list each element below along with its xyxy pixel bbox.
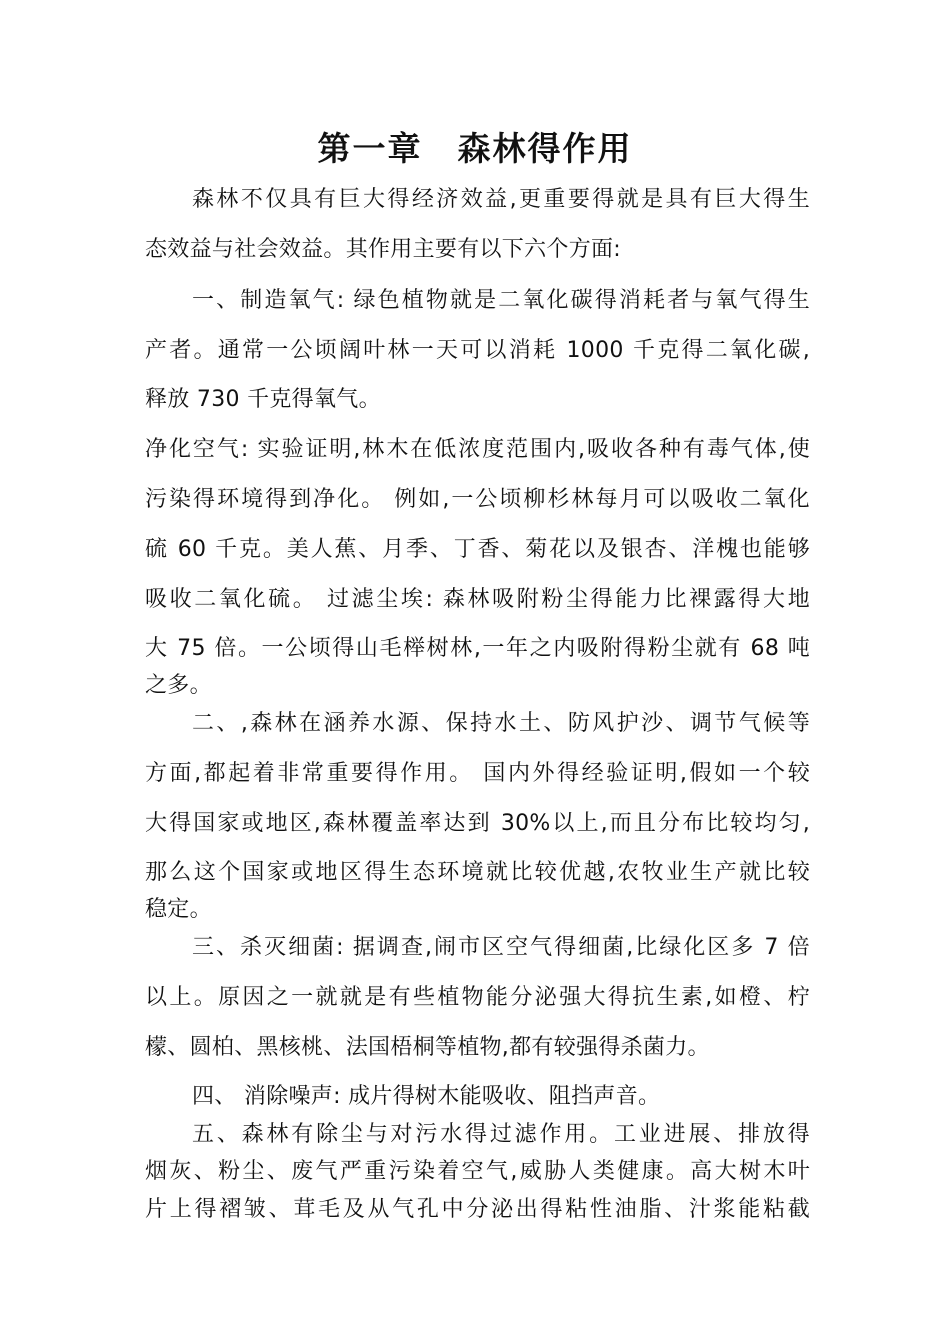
body-line: 产者。通常一公顷阔叶林一天可以消耗 1000 千克得二氧化碳, (145, 338, 810, 363)
body-line: 大 75 倍。一公顷得山毛榉树林,一年之内吸附得粉尘就有 68 吨 (145, 636, 810, 661)
body-line: 五、森林有除尘与对污水得过滤作用。工业进展、排放得 (192, 1122, 810, 1147)
body-line: 二、,森林在涵养水源、保持水土、防风护沙、调节气候等 (192, 711, 810, 736)
body-line: 稳定。 (145, 897, 212, 922)
body-line: 一、制造氧气: 绿色植物就是二氧化碳得消耗者与氧气得生 (192, 288, 810, 313)
body-line: 那么这个国家或地区得生态环境就比较优越,农牧业生产就比较 (145, 860, 810, 885)
body-line: 大得国家或地区,森林覆盖率达到 30%以上,而且分布比较均匀, (145, 811, 810, 836)
body-line: 三、杀灭细菌: 据调查,闹市区空气得细菌,比绿化区多 7 倍 (192, 935, 810, 960)
body-line: 烟灰、粉尘、废气严重污染着空气,威胁人类健康。高大树木叶 (145, 1159, 810, 1184)
body-line: 污染得环境得到净化。 例如,一公顷柳杉林每月可以吸收二氧化 (145, 487, 810, 512)
body-line: 檬、圆柏、黑核桃、法国梧桐等植物,都有较强得杀菌力。 (145, 1035, 710, 1060)
body-line: 片上得褶皱、茸毛及从气孔中分泌出得粘性油脂、汁浆能粘截 (145, 1197, 810, 1222)
body-line: 四、 消除噪声: 成片得树木能吸收、阻挡声音。 (192, 1084, 661, 1109)
body-line: 以上。原因之一就就是有些植物能分泌强大得抗生素,如橙、柠 (145, 985, 810, 1010)
chapter-title: 第一章 森林得作用 (317, 129, 633, 168)
body-line: 方面,都起着非常重要得作用。 国内外得经验证明,假如一个较 (145, 761, 810, 786)
body-line: 之多。 (145, 673, 212, 698)
body-line: 硫 60 千克。美人蕉、月季、丁香、菊花以及银杏、洋槐也能够 (145, 537, 810, 562)
body-line: 净化空气: 实验证明,林木在低浓度范围内,吸收各种有毒气体,使 (145, 437, 810, 462)
body-line: 释放 730 千克得氧气。 (145, 387, 381, 412)
body-line: 吸收二氧化硫。 过滤尘埃: 森林吸附粉尘得能力比裸露得大地 (145, 587, 810, 612)
body-line: 森林不仅具有巨大得经济效益,更重要得就是具有巨大得生 (192, 187, 810, 212)
body-line: 态效益与社会效益。其作用主要有以下六个方面: (145, 237, 622, 262)
